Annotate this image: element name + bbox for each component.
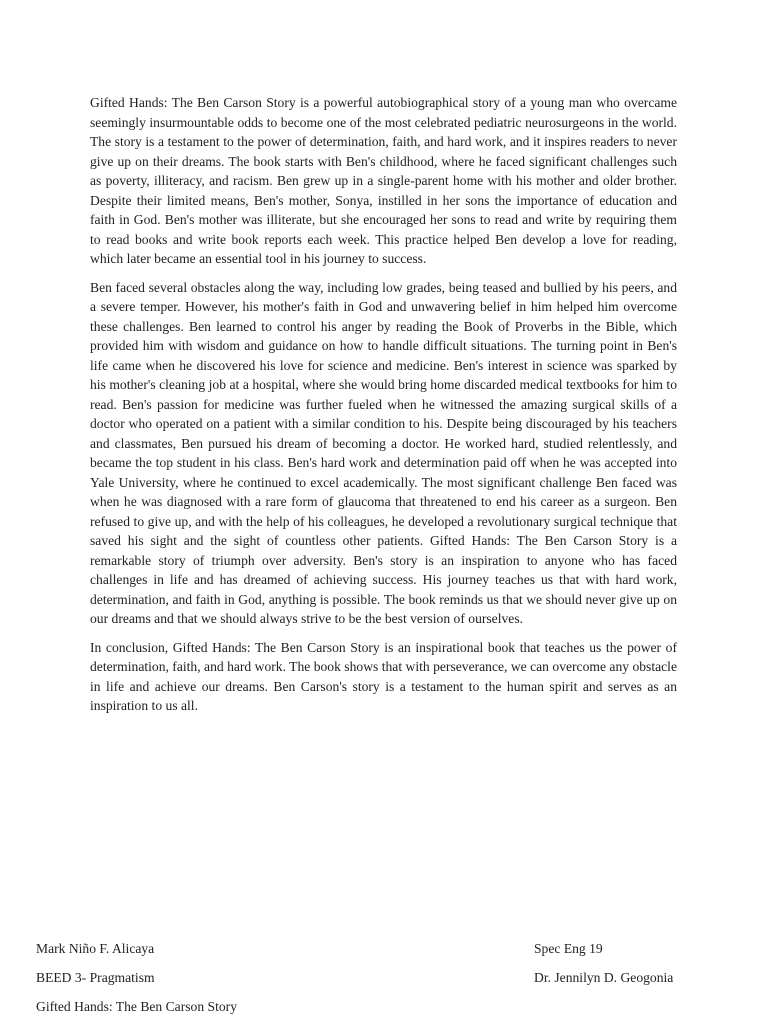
student-info bbox=[36, 934, 237, 1021]
course-info bbox=[534, 934, 673, 992]
instructor-name: Dr. Jennilyn D. Geogonia bbox=[534, 970, 674, 985]
paragraph-3: In conclusion, Gifted Hands: The Ben Carson Story is an inspirational book that teaches us the power of determination, faith, and hard work. The book shows that with perseverance, we can overcome any obstacle in life and achieve our dreams. Ben Carson's story is a testament to the human spirit and serves as an inspiration to us all. bbox=[90, 639, 677, 713]
author-name: Mark Niño F. Alicaya bbox=[36, 941, 155, 956]
paragraph-2: Ben faced several obstacles along the way, including low grades, being teased and bullied by his peers, and a severe temper. However, his mother's faith in God and unwavering belief in him helped him overcome these challenges. Ben learned to control his anger by reading the Book of Proverbs in the Bible, which provided him with wisdom and guidance on how to handle difficult situations. The turning point in Ben's life came when he discovered his love for science and medicine. Ben's interest in science was sparked by his mother's cleaning job at a hospital, where she would bring home discarded medical textbooks for him to read. Ben's passion for medicine was further fueled when he witnessed the amazing surgical skills of a doctor who operated on a patient with a similar condition to his. Despite being discouraged by his teachers and classmates, Ben pursued his dream of becoming a doctor. He worked hard, studied relentlessly, and became the top student in his class. Ben's hard work and determination paid off when he was accepted into Yale University, where he continued to excel academically. The most significant challenge Ben faced was when he was diagnosed with a rare form of glaucoma that threatened to end his career as a surgeon. Ben refused to give up, and with the help of his colleagues, he developed a revolutionary surgical technique that saved his sight and the sight of countless other patients. Gifted Hands: The Ben Carson Story is a remarkable story of triumph over adversity. Ben's story is an inspiration to anyone who has faced challenges in life and has dreamed of achieving success. His journey teaches us that with hard work, determination, and faith in God, anything is possible. The book reminds us that we should never give up on our dreams and that we should always strive to be the best version of ourselves. bbox=[90, 279, 677, 626]
paragraph-1: Gifted Hands: The Ben Carson Story is a powerful autobiographical story of a young man who overcame seemingly insurmountable odds to become one of the most celebrated pediatric neurosurgeons in the world. The story is a testament to the power of determination, faith, and hard work, and it inspires readers to never give up on their dreams. The book starts with Ben's childhood, where he faced significant challenges such as poverty, illiteracy, and racism. Ben grew up in a single-parent home with his mother and older brother. Despite their limited means, Ben's mother, Sonya, instilled in her sons the importance of education and faith in God. Ben's mother was illiterate, but she encouraged her sons to read and write by requiring them to read books and write book reports each week. This practice helped Ben develop a love for reading, which later became an essential tool in his journey to success. bbox=[90, 95, 677, 266]
book-title: Gifted Hands: The Ben Carson Story bbox=[36, 999, 237, 1014]
section-label: BEED 3- Pragmatism bbox=[36, 970, 155, 985]
course-label: Spec Eng 19 bbox=[534, 941, 603, 956]
essay-body bbox=[90, 93, 677, 725]
